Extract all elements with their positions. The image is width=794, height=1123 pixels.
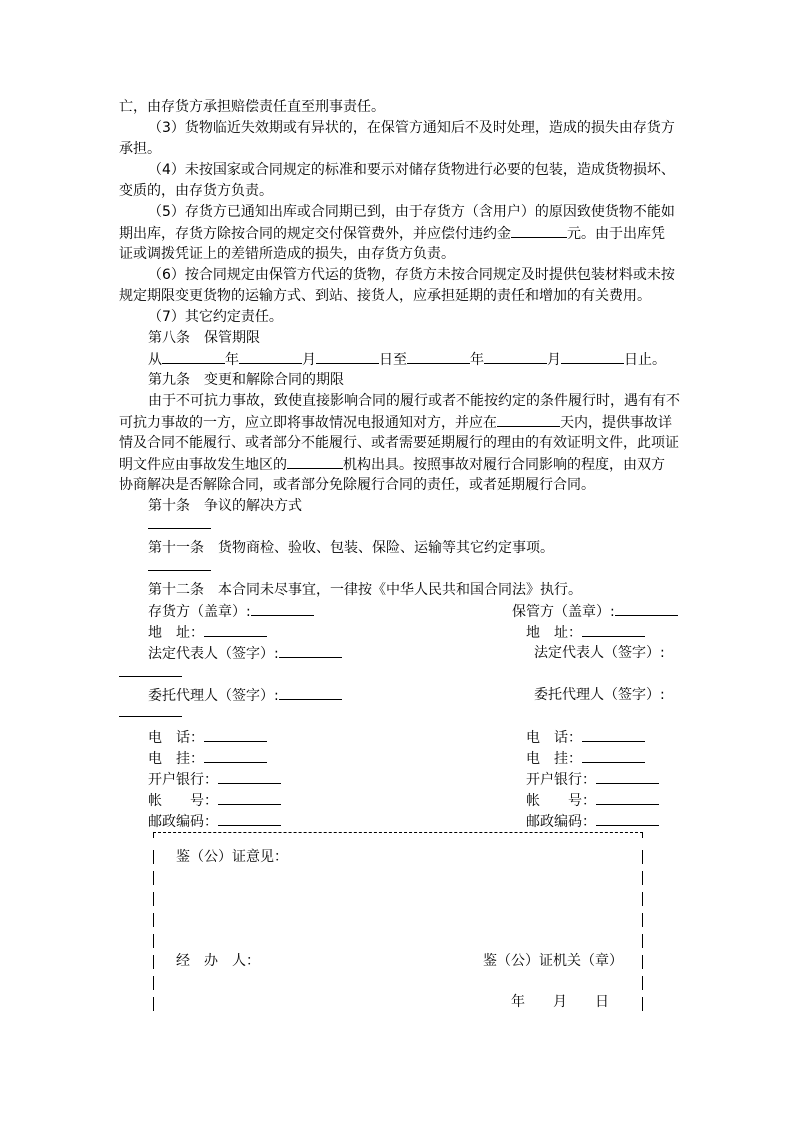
paragraph-line: 由于不可抗力事故，致使直接影响合同的履行或者不能按约定的条件履行时，遇有有不 (148, 393, 680, 409)
text-segment: 年 (470, 352, 484, 368)
box-corner (642, 832, 643, 838)
box-right-bar (642, 892, 643, 906)
box-left-bar (153, 955, 154, 969)
custodian-seal-field (512, 601, 678, 622)
custodian-phone-field (526, 727, 645, 748)
paragraph-line (119, 412, 672, 433)
box-right-bar (642, 850, 643, 864)
box-right-bar (642, 913, 643, 927)
blank (204, 748, 267, 763)
paragraph-line: 证或调拨凭证上的差错所造成的损失，由存货方负责。 (119, 246, 455, 262)
field-label: 开户银行： (526, 772, 596, 788)
depositor-seal-field (148, 601, 314, 622)
box-left-bar (153, 997, 154, 1011)
depositor-account-field (148, 790, 281, 811)
notary-authority-label: 鉴（公）证机关（章） (483, 953, 623, 969)
blank (582, 622, 645, 637)
blank-line (148, 570, 211, 571)
text-segment: 月 (302, 352, 316, 368)
notary-opinion-label: 鉴（公）证意见： (176, 849, 288, 865)
paragraph-line: 变质的，由存货方负责。 (119, 183, 273, 199)
blank (561, 349, 624, 364)
text-segment: 天内，提供事故详 (560, 415, 672, 431)
depositor-bank-field (148, 769, 281, 790)
box-right-bar (642, 955, 643, 969)
custodian-telegram-field (526, 748, 645, 769)
text-segment: 明文件应由事故发生地区的 (119, 457, 287, 473)
blank (596, 769, 659, 784)
depositor-legal-rep-field (148, 643, 342, 664)
field-label: 委托代理人（签字）: (148, 688, 279, 704)
depositor-address-field (148, 622, 267, 643)
blank-line (119, 716, 182, 717)
blank (316, 349, 379, 364)
blank (239, 349, 302, 364)
article-11-heading: 第十一条 货物商检、验收、包装、保险、运输等其它约定事项。 (148, 540, 554, 556)
blank (204, 622, 267, 637)
text-segment: 日至 (379, 352, 407, 368)
blank (615, 601, 678, 616)
blank (582, 727, 645, 742)
blank (582, 748, 645, 763)
custodian-postcode-field (526, 811, 659, 832)
depositor-phone-field (148, 727, 267, 748)
box-corner (153, 832, 154, 838)
text-segment: 期出库，存货方除按合同的规定交付保管费外，并应偿付违约金 (119, 226, 511, 242)
custodian-bank-field (526, 769, 659, 790)
clause-7-line: （7）其它约定责任。 (148, 309, 283, 325)
text-segment: 机构出具。按照事故对履行合同影响的程度，由双方 (343, 457, 665, 473)
text-segment: 月 (547, 352, 561, 368)
field-label: 保管方（盖章）: (512, 604, 615, 620)
notary-date-label: 年 月 日 (511, 994, 609, 1010)
custodian-legal-rep-field: 法定代表人（签字）: (534, 645, 665, 661)
article-9-heading: 第九条 变更和解除合同的期限 (148, 372, 344, 388)
notarization-box (153, 832, 643, 1014)
field-label: 邮政编码： (526, 814, 596, 830)
box-left-bar (153, 850, 154, 864)
blank (162, 349, 225, 364)
paragraph-line: 协商解决是否解除合同，或者部分免除履行合同的责任，或者延期履行合同。 (119, 477, 595, 493)
handler-label: 经 办 人： (176, 953, 260, 969)
text-segment: 日止。 (624, 352, 666, 368)
box-left-bar (153, 976, 154, 990)
authority-blank (287, 454, 343, 469)
field-label: 电 挂： (526, 751, 582, 767)
days-blank (497, 412, 560, 427)
article-8-heading: 第八条 保管期限 (148, 330, 260, 346)
box-left-bar (153, 934, 154, 948)
paragraph-line: 亡，由存货方承担赔偿责任直至刑事责任。 (119, 99, 385, 115)
penalty-blank (511, 223, 567, 238)
field-label: 法定代表人（签字）: (148, 646, 279, 662)
text-segment: 可抗力事故的一方，应立即将事故情况电报通知对方，并应在 (119, 415, 497, 431)
clause-6-line: （6）按合同规定由保管方代运的货物，存货方未按合同规定及时提供包装材料或未按 (148, 267, 675, 283)
custodian-address-field (526, 622, 645, 643)
blank (279, 685, 342, 700)
clause-4-line: （4）未按国家或合同规定的标准和要示对储存货物进行必要的包装，造成货物损坏、 (148, 162, 675, 178)
text-segment: 年 (225, 352, 239, 368)
box-right-bar (642, 976, 643, 990)
field-label: 存货方（盖章）: (148, 604, 251, 620)
blank (218, 811, 281, 826)
blank (279, 643, 342, 658)
blank-line (119, 676, 182, 677)
blank (596, 811, 659, 826)
blank (218, 790, 281, 805)
paragraph-line: 承担。 (119, 141, 161, 157)
box-right-bar (642, 871, 643, 885)
field-label: 电 挂： (148, 751, 204, 767)
blank (204, 727, 267, 742)
blank (251, 601, 314, 616)
depositor-agent-field (148, 685, 342, 706)
clause-5-line: （5）存货方已通知出库或合同期已到，由于存货方（含用户）的原因致使货物不能如 (148, 204, 675, 220)
clause-3-line: （3）货物临近失效期或有异状的，在保管方通知后不及时处理，造成的损失由存货方 (148, 120, 675, 136)
field-label: 电 话： (526, 730, 582, 746)
field-label: 帐 号： (148, 793, 218, 809)
field-label: 电 话： (148, 730, 204, 746)
box-right-bar (642, 934, 643, 948)
field-label: 邮政编码： (148, 814, 218, 830)
blank (407, 349, 470, 364)
field-label: 开户银行： (148, 772, 218, 788)
depositor-postcode-field (148, 811, 281, 832)
article-10-heading: 第十条 争议的解决方式 (148, 498, 302, 514)
article-12-heading: 第十二条 本合同未尽事宜，一律按《中华人民共和国合同法》执行。 (148, 582, 582, 598)
blank (484, 349, 547, 364)
box-left-bar (153, 892, 154, 906)
field-label: 地 址： (148, 625, 204, 641)
blank (596, 790, 659, 805)
blank (218, 769, 281, 784)
box-top-border (153, 832, 643, 833)
field-label: 地 址： (526, 625, 582, 641)
box-left-bar (153, 871, 154, 885)
paragraph-line (119, 454, 665, 475)
custodian-agent-field: 委托代理人（签字）: (534, 687, 665, 703)
depositor-telegram-field (148, 748, 267, 769)
paragraph-line: 情及合同不能履行、或者部分不能履行、或者需要延期履行的理由的有效证明文件，此项证 (119, 435, 679, 451)
paragraph-line (119, 223, 665, 244)
box-right-bar (642, 997, 643, 1011)
paragraph-line: 规定期限变更货物的运输方式、到站、接货人，应承担延期的责任和增加的有关费用。 (119, 288, 651, 304)
storage-period-line (148, 349, 666, 370)
custodian-account-field (526, 790, 659, 811)
text-segment: 从 (148, 352, 162, 368)
blank-line (148, 528, 211, 529)
field-label: 帐 号： (526, 793, 596, 809)
text-segment: 元。由于出库凭 (567, 226, 665, 242)
box-left-bar (153, 913, 154, 927)
